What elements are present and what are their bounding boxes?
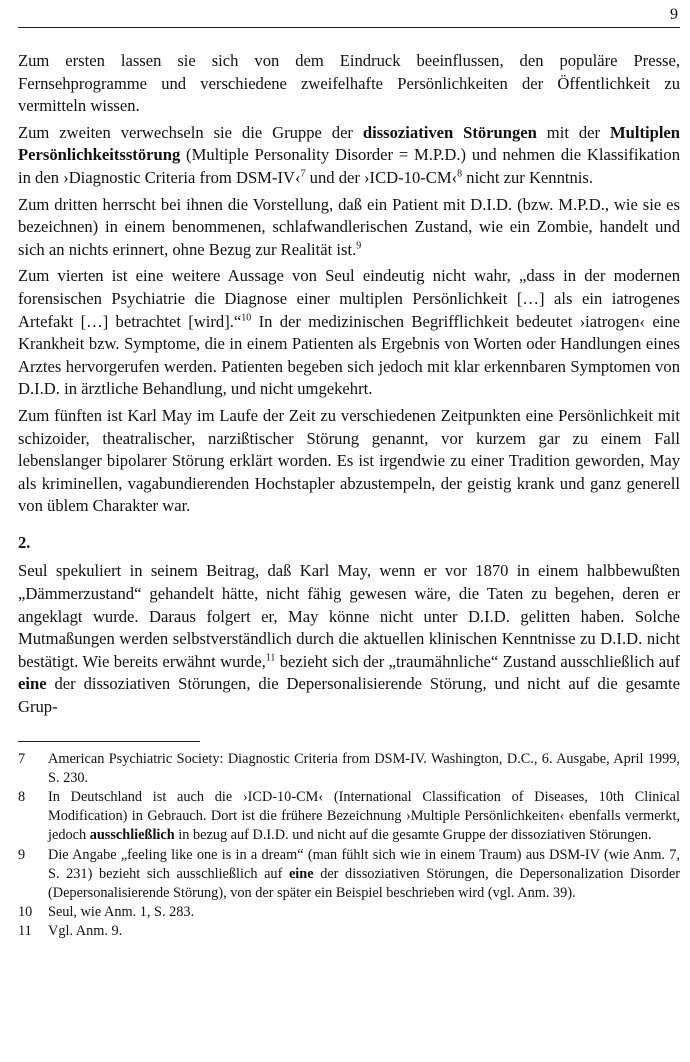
footnote-number: 10 [18, 904, 33, 921]
bold-term-eine: eine [18, 674, 47, 694]
footnote-ref[interactable]: 10 [241, 312, 252, 323]
footnote-11 [18, 922, 680, 941]
footnote-text: American Psychiatric Society: Diagnostic Criteria from DSM-IV. Washington, D.C., 6. Ausgabe, April 1999, S. 230. [48, 750, 680, 786]
bold-term-dissociative: dissoziativen Störungen [362, 122, 537, 142]
footnote-number: 9 [18, 846, 26, 863]
footnote-ref[interactable]: 8 [457, 168, 463, 180]
document-page [18, 0, 680, 1062]
footnote-number: 7 [18, 750, 26, 767]
body-text [18, 50, 680, 719]
footnote-separator [18, 741, 200, 742]
page-number: 9 [670, 6, 678, 23]
section-heading: 2. [18, 532, 31, 552]
paragraph-6: Seul spekuliert in seinem Beitrag, daß Karl May, wenn er vor 1870 in einem halbbewußten „Dämmerzustand“ gehandelt hätte, nicht fähig gewesen wäre, die Taten zu begehen, deren er angeklagt wurde. Daraus folgert er, May könne nicht unter D.I.D. gelitten haben. Solche Mutmaßungen werden selbstverständlich durch die aktuellen klinischen Kenntnisse zu D.I.D. nicht bestätigt. Wie bereits erwähnt wurde,$^{11}$ bezieht sich der „traumähnliche“ Zustand ausschließlich auf eine der dissoziativen Störungen, die Depersonalisierende Störung, und nicht auf die gesamte Grup- [18, 561, 680, 717]
footnote-number: 11 [18, 923, 32, 940]
footnote-8 [18, 788, 680, 846]
footnote-9 [18, 846, 680, 904]
footnote-text: In Deutschland ist auch die ›ICD-10-CM‹ (International Classification of Diseases, 10th Clinical Modification) in Gebrauch. Dort ist die frühere Bezeichnung ›Multiple Persönlichkeiten‹ ebenfalls vermerkt, jedoch ausschließlich in bezug auf D.I.D. und nicht auf die gesamte Gruppe der dissoziativen Störungen. [48, 789, 680, 844]
paragraph-3: Zum dritten herrscht bei ihnen die Vorstellung, daß ein Patient mit D.I.D. (bzw. M.P.D., wie sie es bezeichnen) in einem benommenen, schlafwandlerischen Zustand, wie ein Zombie, handelt und sich an nichts erinnert, ohne Bezug zur Realität ist.$^9$ [18, 194, 680, 259]
bold-term-mpd: Multiplen Persönlichkeitsstörung [18, 122, 681, 165]
footnote-text: Die Angabe „feeling like one is in a dream“ (man fühlt sich wie in einem Traum) aus DSM-IV (wie Anm. 7, S. 231) bezieht sich ausschließlich auf eine der dissoziativen Störungen, die Depersonalization Disorder (Depersonalisierende Störung), von der später ein Beispiel beschrieben wird (vgl. Anm. 39). [48, 846, 680, 902]
paragraph-1: Zum ersten lassen sie sich von dem Eindruck beeinflussen, den populäre Presse, Fernsehprogramme und verschiedene zweifelhafte Persönlichkeiten der Öffentlichkeit zu vermitteln wissen. [18, 51, 680, 116]
header-rule [18, 27, 680, 28]
footnote-text: Vgl. Anm. 9. [48, 923, 123, 940]
footnotes [18, 750, 680, 942]
footnote-7 [18, 750, 680, 788]
footnote-text: Seul, wie Anm. 1, S. 283. [48, 904, 195, 921]
paragraph-5: Zum fünften ist Karl May im Laufe der Zeit zu verschiedenen Zeitpunkten eine Persönlichkeit mit schizoider, theatralischer, narzißtischer Störung genannt, vor kurzem gar zu einem Fall lebenslanger bipolarer Störung erklärt worden. Es ist irgendwie zu einer Tradition geworden, May als kriminellen, vagabundierenden Hochstapler abzustempeln, der geistig krank und ganz generell von üblem Charakter war. [18, 405, 680, 516]
footnote-number: 8 [18, 789, 26, 806]
footnote-ref[interactable]: 9 [356, 240, 362, 252]
footnote-10 [18, 903, 680, 922]
paragraph-2: Zum zweiten verwechseln sie die Gruppe der dissoziativen Störungen mit der Multiplen Persönlichkeitsstörung (Multiple Personality Disorder = M.P.D.) und nehmen die Klassifikation in den ›Diagnostic Criteria from DSM-IV‹$^7$ und der ›ICD-10-CM‹$^8$ nicht zur Kenntnis. [18, 122, 681, 187]
footnote-ref[interactable]: 11 [265, 652, 276, 664]
paragraph-4: Zum vierten ist eine weitere Aussage von Seul eindeutig nicht wahr, „dass in der modernen forensischen Psychiatrie die Diagnose einer multiplen Persönlichkeit […] als ein iatrogenes Artefakt […] betrachtet [wird].“$^{10}$ In der medizinischen Begrifflichkeit bedeutet ›iatrogen‹ eine Krankheit bzw. Symptome, die in einem Patienten als Ergebnis von Worten oder Handlungen eines Arztes hervorgerufen werden. Patienten begeben sich jedoch mit klar erkennbaren Symptomen von D.I.D. in ärztliche Behandlung, und nicht umgekehrt. [18, 266, 680, 399]
footnote-ref[interactable]: 7 [300, 168, 306, 180]
page-header [18, 0, 680, 30]
